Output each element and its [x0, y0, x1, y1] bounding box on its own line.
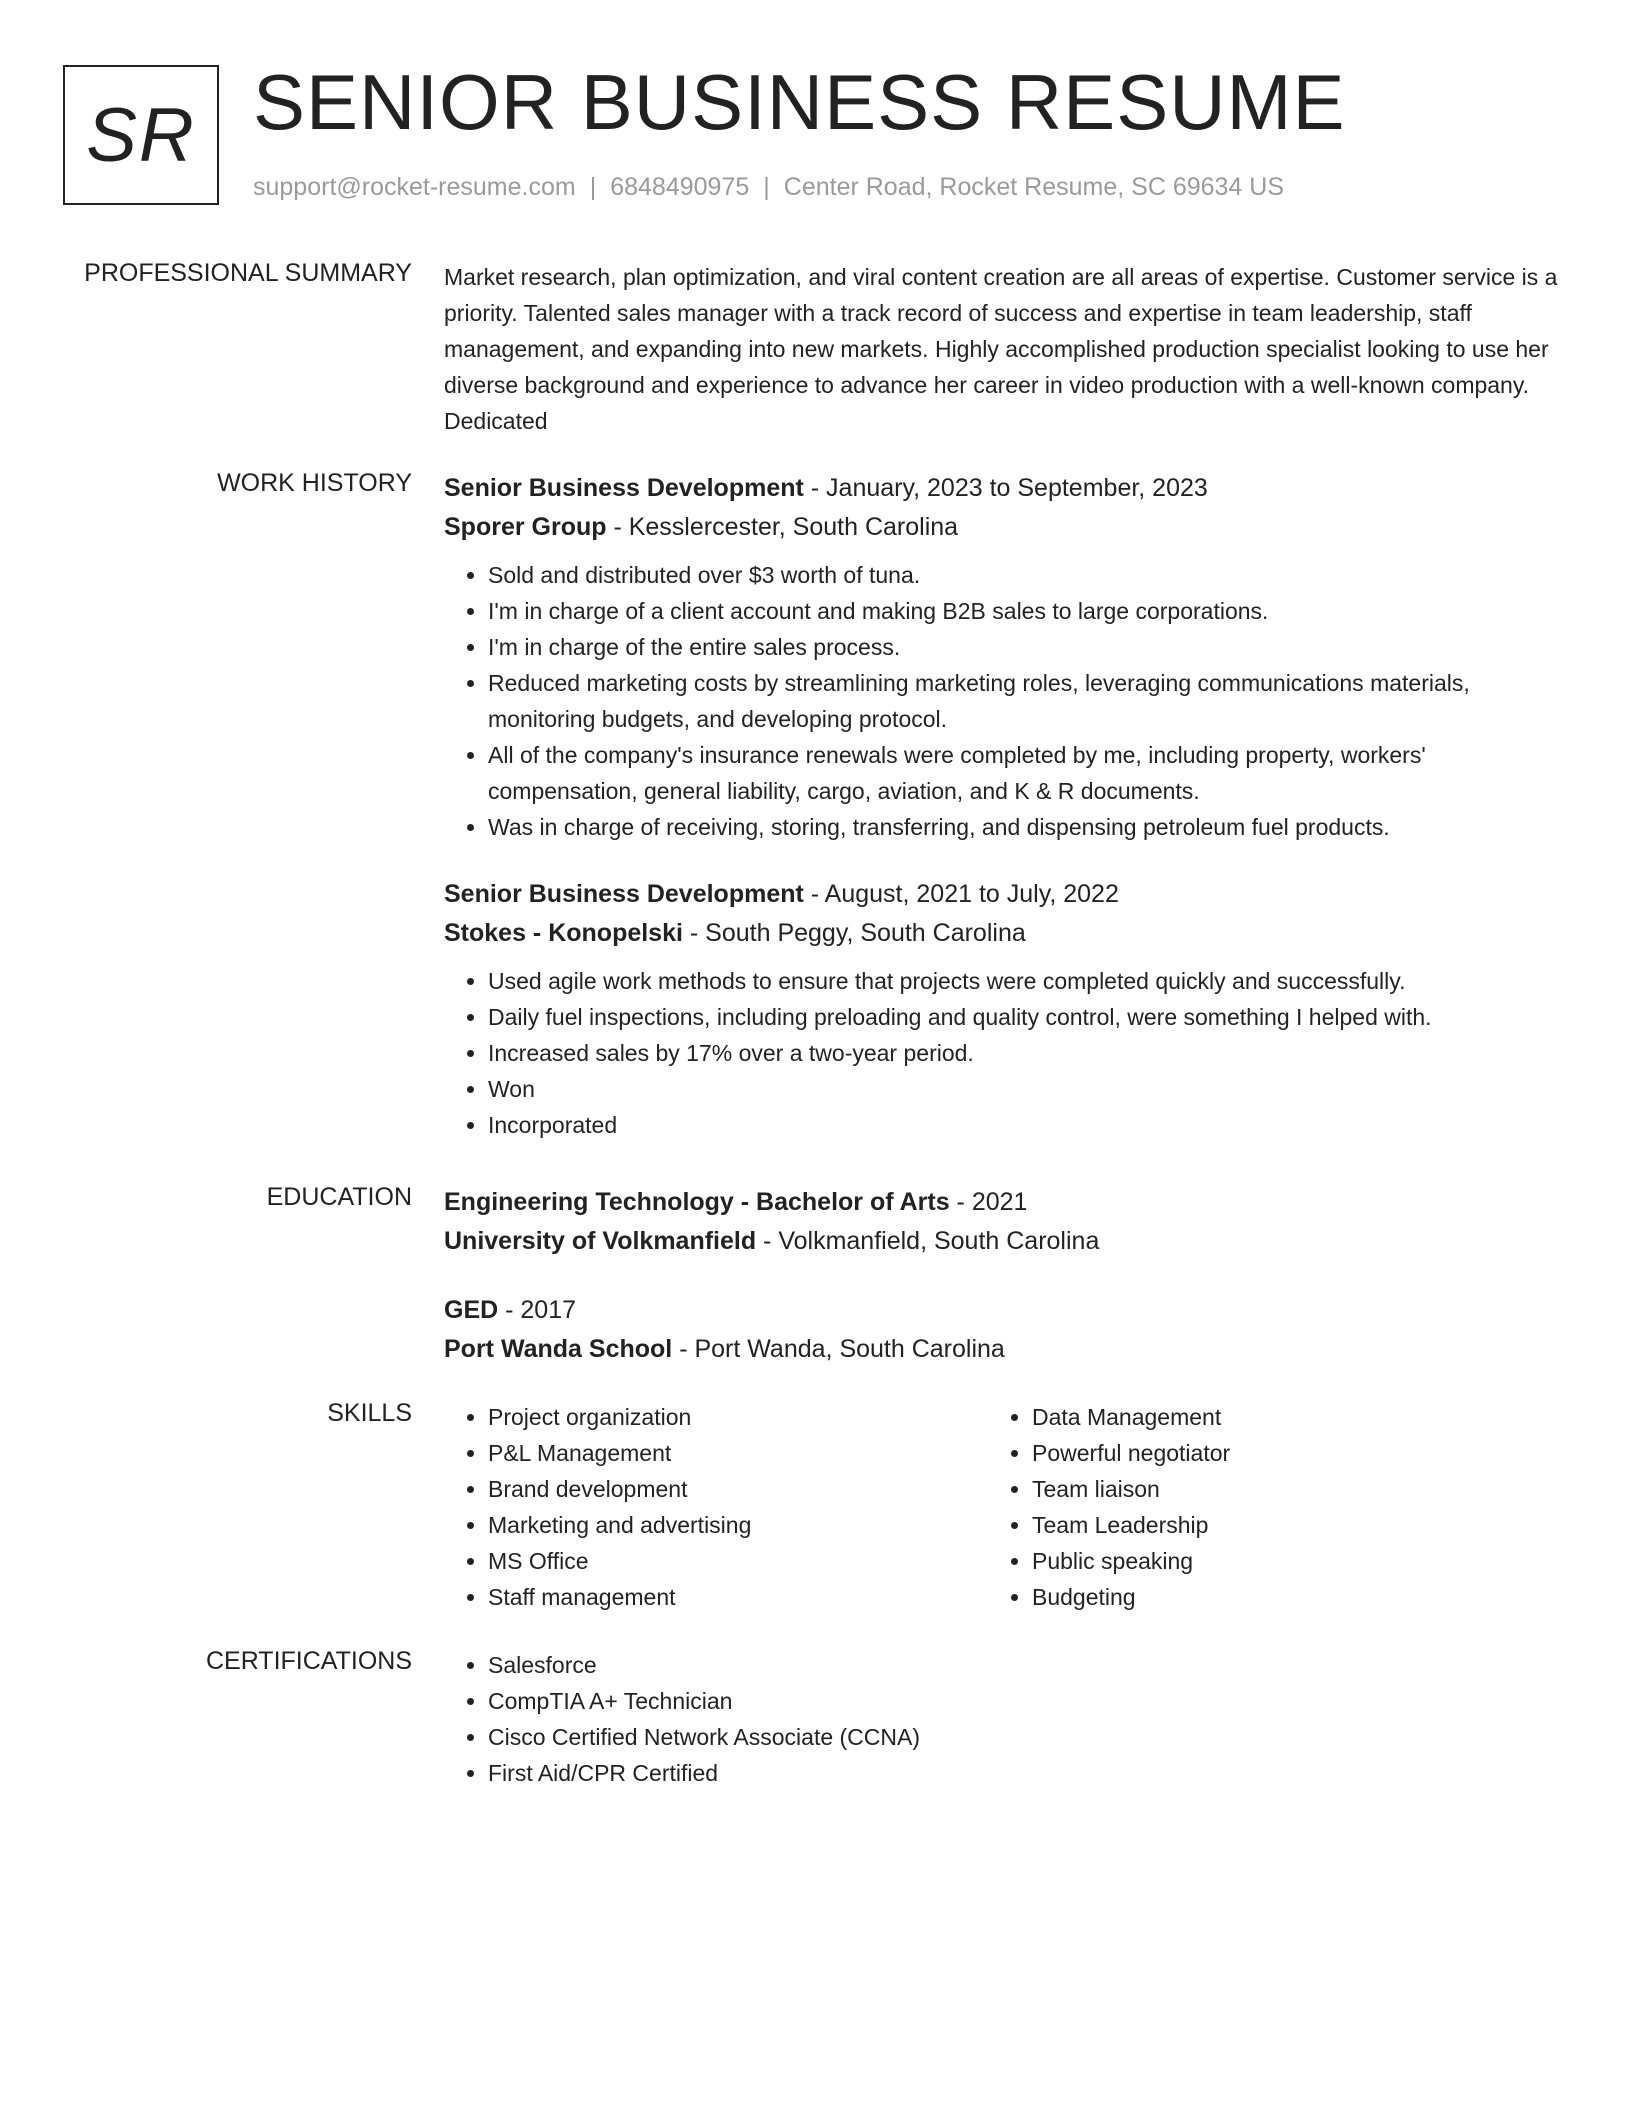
job-company-line [444, 508, 1559, 547]
contact-separator: | [589, 173, 597, 201]
job-bullets [444, 963, 1559, 1143]
section-label-work-history: WORK HISTORY [217, 469, 412, 497]
job-entry [444, 875, 1559, 1143]
job-bullet: • Was in charge of receiving, storing, transferring, and dispensing petroleum fuel products. [488, 809, 1559, 845]
job-title-line [444, 469, 1559, 508]
contact-email: support@rocket-resume.com [253, 173, 576, 201]
school-location: - Volkmanfield, South Carolina [756, 1227, 1100, 1255]
job-title: Senior Business Development [444, 474, 804, 502]
summary-text: Market research, plan optimization, and viral content creation are all areas of expertise. Customer service is a priority. Talented sales manager with a track record of success and expertise in team leadership, staff management, and expanding into new markets. Highly accomplished production specialist looking to use her diverse background and experience to advance her career in video production with a well-known company. Dedicated [444, 264, 1558, 434]
monogram-logo: SR [63, 65, 219, 205]
job-title: Senior Business Development [444, 880, 804, 908]
skills-columns [444, 1399, 1559, 1615]
job-title-line [444, 875, 1559, 914]
skill-item: • MS Office [488, 1543, 988, 1579]
school-line [444, 1330, 1559, 1369]
job-bullet: • Incorporated [488, 1107, 1559, 1143]
job-location: - Kesslercester, South Carolina [606, 513, 959, 541]
degree-line [444, 1291, 1559, 1330]
job-dates: - August, 2021 to July, 2022 [803, 880, 1119, 908]
education-entry [444, 1183, 1559, 1261]
resume-header [63, 58, 1583, 215]
skill-item: • Data Management [1032, 1399, 1532, 1435]
skill-item: • Staff management [488, 1579, 988, 1615]
job-bullet: • All of the company's insurance renewals were completed by me, including property, workers' compensation, general liability, cargo, aviation, and K & R documents. [488, 737, 1559, 809]
contact-phone: 6848490975 [610, 173, 750, 201]
resume-title: SENIOR BUSINESS RESUME [253, 58, 1346, 146]
job-bullet: • I'm in charge of the entire sales process. [488, 629, 1559, 665]
job-bullet: • Sold and distributed over $3 worth of tuna. [488, 557, 1559, 593]
degree: Engineering Technology - Bachelor of Arts [444, 1188, 950, 1216]
school: University of Volkmanfield [444, 1227, 757, 1255]
job-dates: - January, 2023 to September, 2023 [803, 474, 1208, 502]
job-entry [444, 469, 1559, 845]
skill-item: • Team liaison [1032, 1471, 1532, 1507]
degree-year: - 2021 [949, 1188, 1028, 1216]
job-bullet: • I'm in charge of a client account and making B2B sales to large corporations. [488, 593, 1559, 629]
job-bullet: • Used agile work methods to ensure that projects were completed quickly and successfully. [488, 963, 1559, 999]
job-location: - South Peggy, South Carolina [682, 919, 1026, 947]
job-bullet: • Increased sales by 17% over a two-year period. [488, 1035, 1559, 1071]
job-company-line [444, 914, 1559, 953]
job-bullet: • Won [488, 1071, 1559, 1107]
contact-address: Center Road, Rocket Resume, SC 69634 US [783, 173, 1285, 201]
education-entry [444, 1291, 1559, 1369]
certification-item: • Salesforce [488, 1647, 1559, 1683]
job-bullet: • Daily fuel inspections, including preloading and quality control, were something I helped with. [488, 999, 1559, 1035]
contact-separator: | [763, 173, 770, 201]
school-location: - Port Wanda, South Carolina [672, 1335, 1005, 1363]
certification-item: • CompTIA A+ Technician [488, 1683, 1559, 1719]
section-label-education: EDUCATION [266, 1183, 412, 1211]
school: Port Wanda School [444, 1335, 673, 1363]
degree-year: - 2017 [498, 1296, 577, 1324]
skill-item: • Budgeting [1032, 1579, 1532, 1615]
skill-item: • P&L Management [488, 1435, 988, 1471]
certifications-list [444, 1647, 1559, 1791]
section-label-certifications: CERTIFICATIONS [205, 1647, 412, 1675]
degree: GED [444, 1296, 499, 1324]
skill-item: • Marketing and advertising [488, 1507, 988, 1543]
job-company: Sporer Group [444, 513, 607, 541]
skill-item: • Project organization [488, 1399, 988, 1435]
contact-line [253, 173, 1284, 202]
skill-item: • Brand development [488, 1471, 988, 1507]
degree-line [444, 1183, 1559, 1222]
certification-item: • First Aid/CPR Certified [488, 1755, 1559, 1791]
school-line [444, 1222, 1559, 1261]
job-bullet: • Reduced marketing costs by streamlining marketing roles, leveraging communications materials, monitoring budgets, and developing protocol. [488, 665, 1559, 737]
skill-item: • Team Leadership [1032, 1507, 1532, 1543]
job-company: Stokes - Konopelski [444, 919, 683, 947]
section-label-summary: PROFESSIONAL SUMMARY [84, 259, 412, 287]
skill-item: • Powerful negotiator [1032, 1435, 1532, 1471]
job-bullets [444, 557, 1559, 845]
certification-item: • Cisco Certified Network Associate (CCNA) [488, 1719, 1559, 1755]
skills-list-left [444, 1399, 988, 1615]
skills-list-right [988, 1399, 1532, 1615]
section-label-skills: SKILLS [327, 1399, 412, 1427]
skill-item: • Public speaking [1032, 1543, 1532, 1579]
